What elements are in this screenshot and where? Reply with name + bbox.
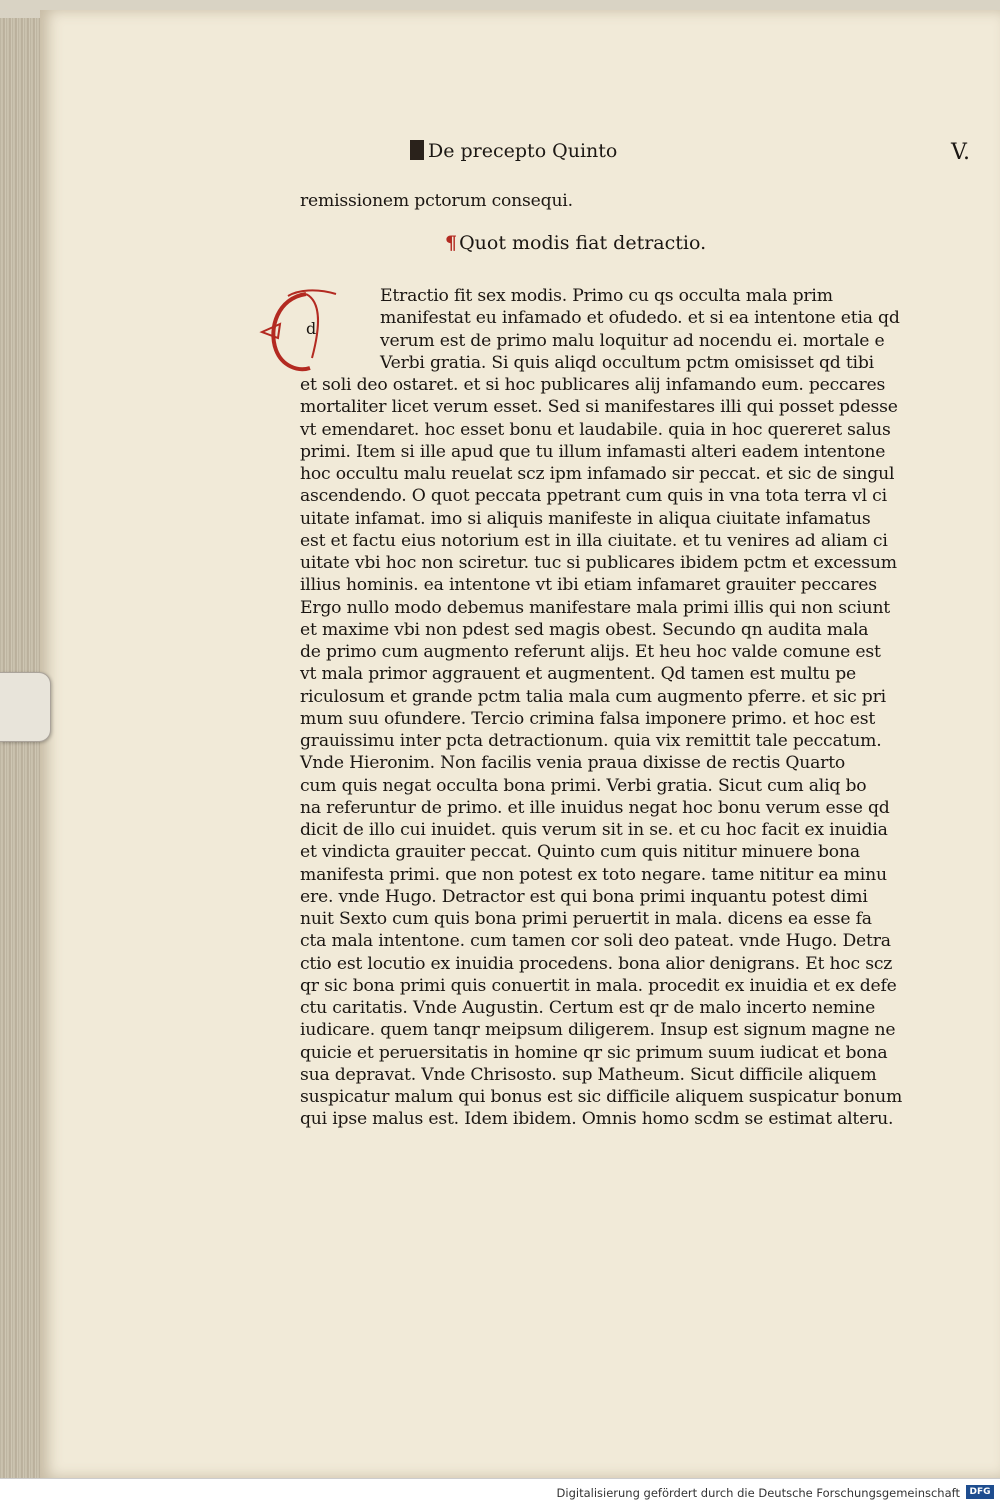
text-line: Verbi gratia. Si quis aliqd occultum pctm omisisset qd tibi xyxy=(380,352,874,373)
rubricated-initial xyxy=(258,288,358,378)
running-head-title: De precepto Quinto xyxy=(428,140,618,162)
text-line: ere. vnde Hugo. Detractor est qui bona primi inquantu potest dimi xyxy=(300,886,868,907)
text-line: mortaliter licet verum esset. Sed si manifestares illi qui posset pdesse xyxy=(300,397,898,418)
guide-letter: d xyxy=(306,319,317,338)
pilcrow-icon: ¶ xyxy=(445,232,458,254)
text-line: vt emendaret. hoc esset bonu et laudabile. quia in hoc quereret salus xyxy=(300,419,891,440)
text-line: illius hominis. ea intentone vt ibi etiam infamaret grauiter peccares xyxy=(300,575,877,596)
text-line: de primo cum augmento referunt alijs. Et heu hoc valde comune est xyxy=(300,642,881,662)
text-line: cta mala intentone. cum tamen cor soli deo pateat. vnde Hugo. Detra xyxy=(300,931,891,952)
text-line: mum suu ofundere. Tercio crimina falsa imponere primo. et hoc est xyxy=(300,708,876,729)
text-line: ascendendo. O quot peccata ppetrant cum quis in vna tota terra vl ci xyxy=(300,486,887,507)
text-line: primi. Item si ille apud que tu illum infamasti alteri eadem intentone xyxy=(300,441,886,462)
text-line: iudicare. quem tanqr meipsum diligerem. Insup est signum magne ne xyxy=(300,1020,896,1041)
dfg-logo-icon: DFG xyxy=(966,1485,994,1499)
text-line: qr sic bona primi quis conuertit in mala. procedit ex inuidia et ex defe xyxy=(300,975,897,996)
text-line: manifestat eu infamado et ofudedo. et si ea intentone etia qd xyxy=(380,308,900,329)
text-line: quicie et peruersitatis in homine qr sic primum suum iudicat et bona xyxy=(300,1042,888,1063)
running-head-mark xyxy=(410,140,424,160)
opening-line: remissionem pctorum consequi. xyxy=(300,191,573,211)
running-head xyxy=(410,140,970,170)
text-line: sua depravat. Vnde Chrisosto. sup Matheum. Sicut difficile aliquem xyxy=(300,1064,877,1085)
text-line: Ergo nullo modo debemus manifestare mala primi illis qui non sciunt xyxy=(300,597,891,618)
text-line: Etractio fit sex modis. Primo cu qs occulta mala prim xyxy=(380,286,833,306)
page-clip xyxy=(0,672,51,742)
section-heading-text: Quot modis fiat detractio. xyxy=(459,232,707,254)
folio-number: V. xyxy=(950,140,970,165)
text-line: et maxime vbi non pdest sed magis obest. Secundo qn audita mala xyxy=(300,619,869,640)
text-line: est et factu eius notorium est in illa ciuitate. et tu venires ad aliam ci xyxy=(300,530,888,551)
footer-credit: Digitalisierung gefördert durch die Deutsche Forschungsgemeinschaft xyxy=(556,1486,960,1500)
text-line: verum est de primo malu loquitur ad nocendu ei. mortale e xyxy=(380,330,885,351)
text-line: hoc occultu malu reuelat scz ipm infamado sir peccat. et sic de singul xyxy=(300,464,895,484)
text-line: uitate vbi hoc non sciretur. tuc si publicares ibidem pctm et excessum xyxy=(300,553,897,573)
text-line: et vindicta grauiter peccat. Quinto cum quis nititur minuere bona xyxy=(300,842,860,863)
text-line: ctio est locutio ex inuidia procedens. bona alior denigrans. Et hoc scz xyxy=(300,953,893,974)
text-line: Vnde Hieronim. Non facilis venia praua dixisse de rectis Quarto xyxy=(300,753,846,774)
text-line: riculosum et grande pctm talia mala cum augmento pferre. et sic pri xyxy=(300,686,886,707)
text-line: qui ipse malus est. Idem ibidem. Omnis homo scdm se estimat alteru. xyxy=(300,1109,894,1130)
text-line: uitate infamat. imo si aliquis manifeste in aliqua ciuitate infamatus xyxy=(300,508,871,529)
text-line: na referuntur de primo. et ille inuidus negat hoc bonu verum esse qd xyxy=(300,797,890,818)
text-line: nuit Sexto cum quis bona primi peruertit in mala. dicens ea esse fa xyxy=(300,909,872,929)
text-line: manifesta primi. que non potest ex toto negare. tame nititur ea minu xyxy=(300,864,887,885)
text-line: cum quis negat occulta bona primi. Verbi gratia. Sicut cum aliq bo xyxy=(300,775,867,796)
text-line: vt mala primor aggrauent et augmentent. Qd tamen est multu pe xyxy=(300,664,857,685)
footer-bar xyxy=(0,1478,1000,1508)
text-line: et soli deo ostaret. et si hoc publicares alij infamando eum. peccares xyxy=(300,375,886,395)
text-line: suspicatur malum qui bonus est sic difficile aliquem suspicatur bonum xyxy=(300,1087,903,1107)
text-line: dicit de illo cui inuidet. quis verum sit in se. et cu hoc facit ex inuidia xyxy=(300,820,888,840)
text-line: grauissimu inter pcta detractionum. quia vix remittit tale peccatum. xyxy=(300,731,882,751)
section-heading xyxy=(445,232,915,254)
text-line: ctu caritatis. Vnde Augustin. Certum est qr de malo incerto nemine xyxy=(300,998,876,1018)
